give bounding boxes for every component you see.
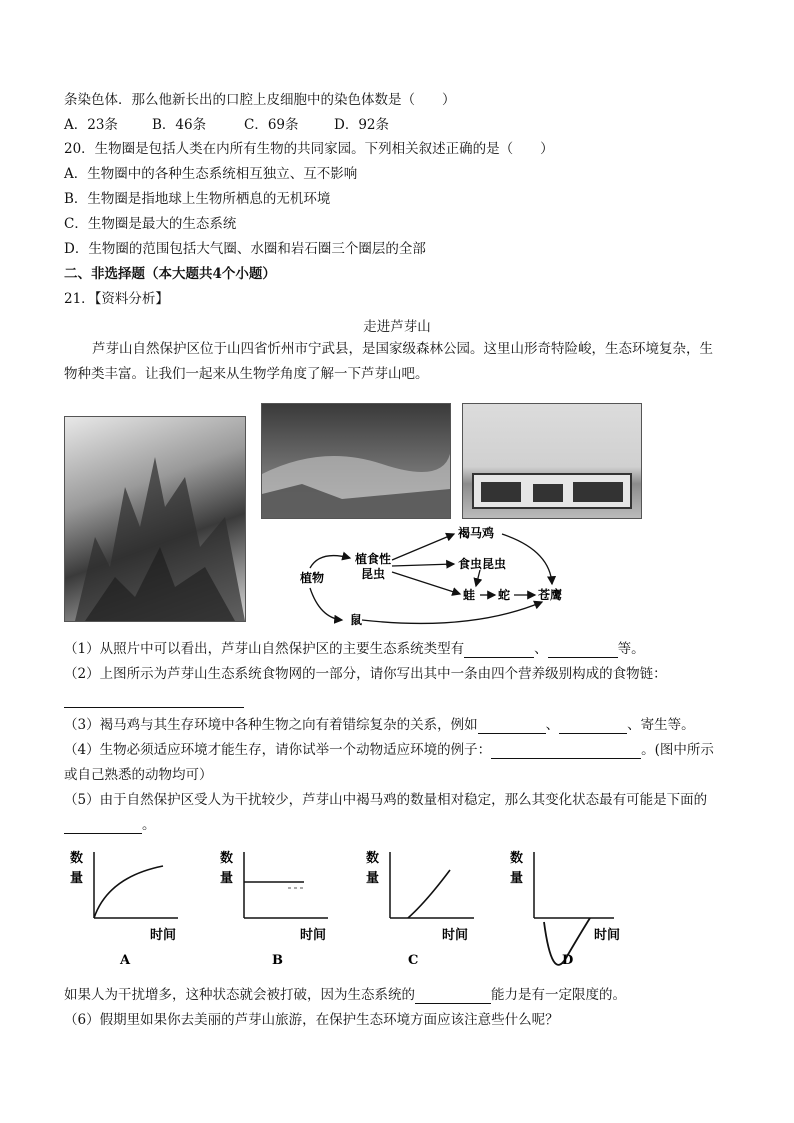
graph-a-y-label-1: 数 <box>70 851 84 866</box>
sub2-answer-line <box>64 690 244 708</box>
sub1-separator: 、 <box>534 641 548 657</box>
node-pheasant: 褐马鸡 <box>458 526 495 540</box>
sub1-blank-2[interactable] <box>548 643 618 658</box>
sub6-text: （6）假期里如果你去美丽的芦芽山旅游，在保护生态环境方面应该注意些什么呢？ <box>64 1012 559 1028</box>
sub1-text: （1）从照片中可以看出，芦芽山自然保护区的主要生态系统类型有 <box>64 641 465 657</box>
graph-a-letter: A <box>120 953 131 968</box>
passage-line-1: 芦芽山自然保护区位于山四省忻州市宁武县，是国家级森林公园。这里山形奇特险峻，生态环境复杂，生 <box>92 341 713 357</box>
graph-c-curve <box>408 870 450 918</box>
sub2-blank[interactable] <box>64 693 244 708</box>
sub5-blank[interactable] <box>64 819 142 834</box>
q20-option-c: C．生物圈是最大的生态系统 <box>64 216 237 232</box>
graph-c-x-label: 时间 <box>442 928 469 943</box>
sub4-end: 。(图中所示 <box>641 742 714 758</box>
sub5-text: （5）由于自然保护区受人为干扰较少，芦芽山中褐马鸡的数量相对稳定，那么其变化状态最有可能是下面的 <box>64 792 708 808</box>
sub3-separator: 、 <box>545 717 560 733</box>
q19-option-a: A．23条 <box>64 117 118 133</box>
graph-b <box>218 842 358 972</box>
sub3-text: （3）褐马鸡与其生存环境中各种生物之向有着错综复杂的关系，例如 <box>64 717 478 733</box>
passage-title: 走进芦芽山 <box>363 319 431 335</box>
sub3-line <box>64 716 695 734</box>
graph-b-y-label-2: 量 <box>220 871 234 886</box>
node-eagle: 苍鹰 <box>538 588 563 602</box>
graph-b-x-label: 时间 <box>300 928 327 943</box>
q20-option-b: B．生物圈是指地球上生物所栖息的无机环境 <box>64 191 331 207</box>
grassland-sketch <box>463 404 641 518</box>
graph-d <box>508 842 648 972</box>
food-web <box>280 520 600 635</box>
graph-c <box>364 842 504 972</box>
after-graphs-blank[interactable] <box>415 989 491 1004</box>
section2-title: 二、非选择题（本大题共4个小题） <box>64 266 276 282</box>
mountain-photo <box>64 416 246 622</box>
sub1-blank-1[interactable] <box>464 643 534 658</box>
q19-option-b: B．46条 <box>152 117 207 133</box>
sub4-blank[interactable] <box>491 744 641 759</box>
graph-d-y-label-1: 数 <box>510 851 524 866</box>
sub2-text: （2）上图所示为芦芽山生态系统食物网的一部分，请你写出其中一条由四个营养级别构成的食物链： <box>64 666 667 682</box>
sub5-end: 。 <box>142 817 156 833</box>
passage-line-2: 物种类丰富。让我们一起来从生物学角度了解一下芦芽山吧。 <box>64 366 429 382</box>
node-mouse: 鼠 <box>350 613 363 627</box>
graph-d-x-label: 时间 <box>594 928 621 943</box>
q20-option-a: A．生物圈中的各种生态系统相互独立、互不影响 <box>64 166 358 182</box>
food-web-arrows <box>310 534 552 623</box>
forest-photo <box>261 403 451 519</box>
graph-d-letter: D <box>562 953 574 968</box>
node-frog: 蛙 <box>463 588 476 602</box>
sub4-text: （4）生物必须适应环境才能生存，请你试举一个动物适应环境的例子： <box>64 742 492 758</box>
forest-sketch <box>262 404 450 518</box>
sub5-answer-line <box>64 816 156 834</box>
graph-a-x-label: 时间 <box>150 928 177 943</box>
graph-a <box>68 842 208 972</box>
q20-option-d: D．生物圈的范围包括大气圈、水圈和岩石圈三个圈层的全部 <box>64 241 426 257</box>
node-snake: 蛇 <box>498 588 511 602</box>
q19-tail: 条染色体．那么他新长出的口腔上皮细胞中的染色体数是（ ） <box>64 92 456 108</box>
graph-b-letter: B <box>272 953 283 968</box>
q20-stem: 20．生物圈是包括人类在内所有生物的共同家园。下列相关叙述正确的是（ ） <box>64 141 554 157</box>
node-plant: 植物 <box>300 571 325 585</box>
graph-a-curve <box>94 866 163 918</box>
node-herb-insect-1: 植食性 <box>355 552 392 566</box>
sub4-line <box>64 741 714 759</box>
graph-c-y-label-1: 数 <box>366 851 380 866</box>
sub1-line <box>64 640 645 658</box>
grassland-photo <box>462 403 642 519</box>
after-graphs-line <box>64 986 626 1004</box>
graph-c-y-label-2: 量 <box>366 871 380 886</box>
after-graphs-text: 如果人为干扰增多，这种状态就会被打破，因为生态系统的 <box>64 987 415 1003</box>
graph-a-y-label-2: 量 <box>70 871 84 886</box>
graph-d-y-label-2: 量 <box>510 871 524 886</box>
sub3-end: 、寄生等。 <box>627 717 695 733</box>
q19-option-c: C．69条 <box>244 117 299 133</box>
sub3-blank-2[interactable] <box>559 719 627 734</box>
q21-label: 21．【资料分析】 <box>64 291 169 307</box>
mountain-sketch <box>65 417 245 621</box>
node-insectivore: 食虫昆虫 <box>458 557 507 571</box>
node-herb-insect-2: 昆虫 <box>361 567 386 581</box>
after-graphs-end: 能力是有一定限度的。 <box>491 987 626 1003</box>
graph-c-letter: C <box>408 953 419 968</box>
graph-b-y-label-1: 数 <box>220 851 234 866</box>
q19-option-d: D．92条 <box>334 117 390 133</box>
sub1-end: 等。 <box>617 641 645 657</box>
sub4-line-2: 或自己熟悉的动物均可） <box>64 767 213 783</box>
sub3-blank-1[interactable] <box>478 719 546 734</box>
